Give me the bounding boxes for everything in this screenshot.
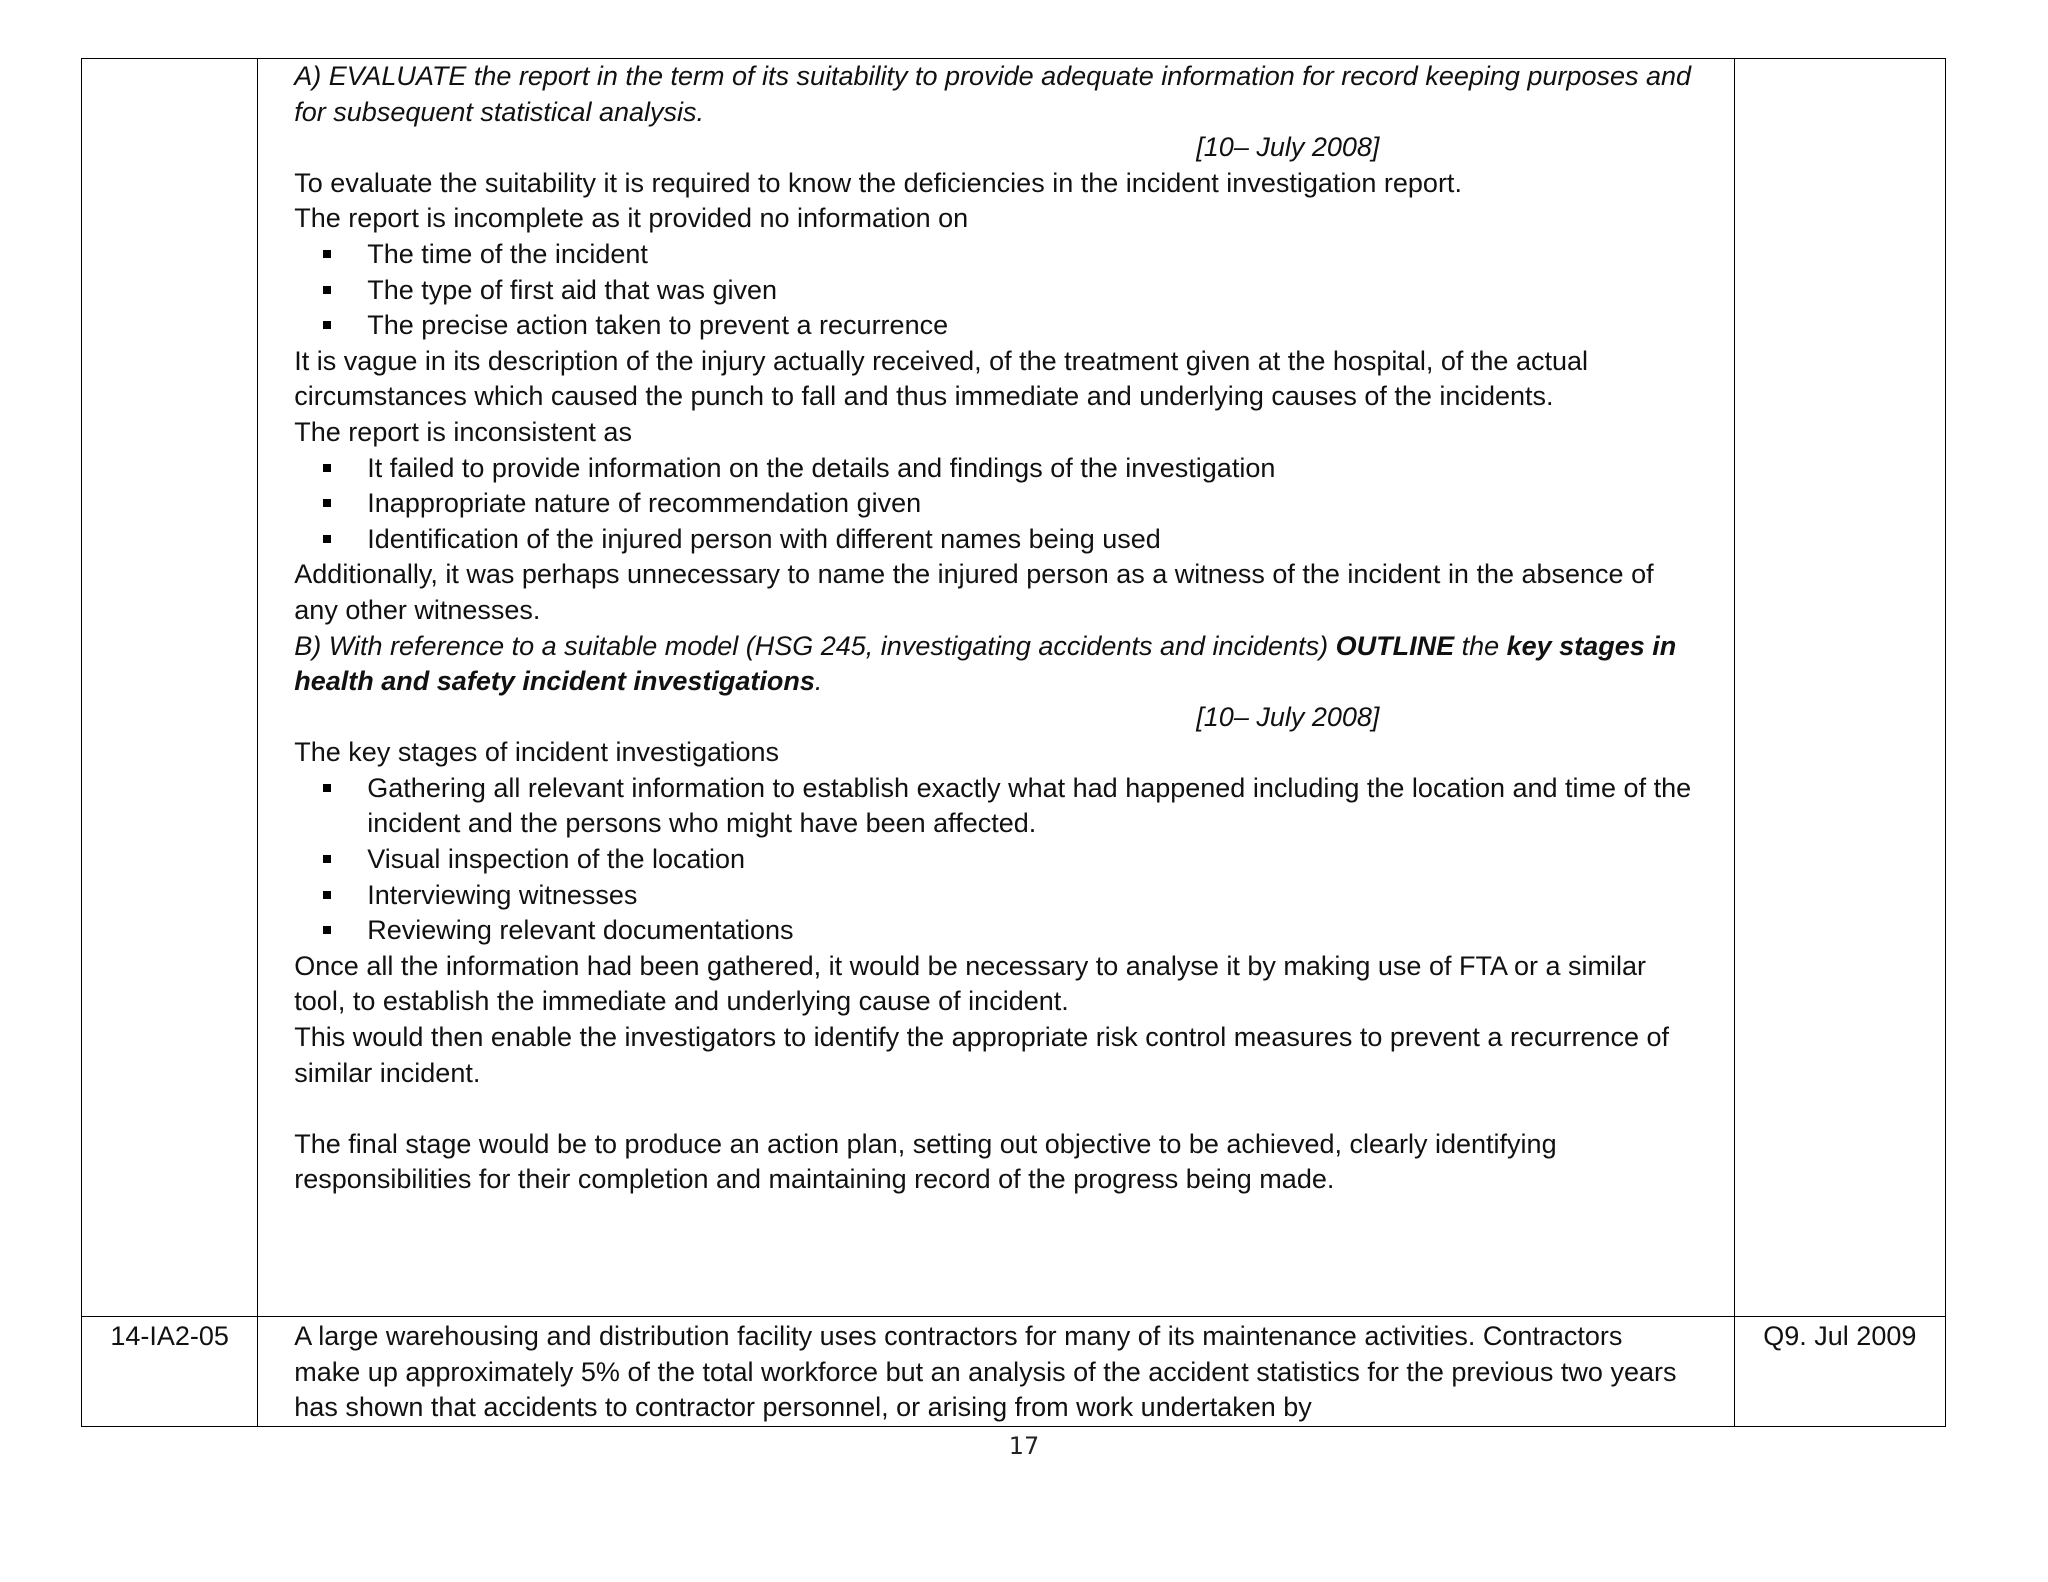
answer-cell: [258, 59, 1734, 1317]
bullet-square-icon: [323, 286, 331, 294]
question-table: [81, 58, 1946, 1427]
stages-list: [294, 771, 1693, 949]
bullet-square-icon: [323, 321, 331, 329]
list-item: The type of first aid that was given: [367, 273, 1693, 309]
list-item: The precise action taken to prevent a recurrence: [367, 308, 1693, 344]
list-item: The time of the incident: [367, 237, 1693, 273]
bullet-square-icon: [323, 250, 331, 258]
list-item: Inappropriate nature of recommendation given: [367, 486, 1693, 522]
bullet-square-icon: [323, 926, 331, 934]
bullet-square-icon: [323, 499, 331, 507]
question-a: A) EVALUATE the report in the term of its suitability to provide adequate information for record keeping purposes and for subsequent statistical analysis.: [294, 61, 1692, 127]
table-row: [82, 59, 1946, 1317]
additionally-paragraph: Additionally, it was perhaps unnecessary to name the injured person as a witness of the incident in the absence of any other witnesses.: [294, 559, 1654, 625]
evaluate-intro: To evaluate the suitability it is required to know the deficiencies in the incident investigation report.: [294, 167, 1462, 198]
question-reference: Q9. Jul 2009: [1763, 1321, 1917, 1351]
bullet-square-icon: [323, 535, 331, 543]
marks-reference-b: [10– July 2008]: [1196, 701, 1380, 732]
reference-cell: [1734, 59, 1945, 1317]
inconsistent-intro: The report is inconsistent as: [294, 416, 632, 447]
table-row: [82, 1317, 1946, 1427]
final-paragraph: The final stage would be to produce an action plan, setting out objective to be achieved, clearly identifying responsibilities for their completion and maintaining record of the progress being made.: [294, 1128, 1557, 1195]
question-id-cell: [82, 59, 258, 1317]
inconsistent-list: [294, 451, 1693, 558]
reference-cell: [1734, 1317, 1945, 1427]
question-id: [82, 59, 257, 61]
question-b: B) With reference to a suitable model (HSG 245, investigating accidents and incidents) OUTLINE the key stages in health and safety incident investigations.: [294, 630, 1677, 697]
page-number: 17: [1008, 1432, 1040, 1460]
analyse-paragraph: Once all the information had been gathered, it would be necessary to analyse it by making use of FTA or a similar tool, to establish the immediate and underlying cause of incident.: [294, 950, 1646, 1017]
bullet-square-icon: [323, 464, 331, 472]
bullet-square-icon: [323, 855, 331, 863]
question-id-cell: [82, 1317, 258, 1427]
list-item: It failed to provide information on the details and findings of the investigation: [367, 451, 1693, 487]
question-text-cell: [258, 1317, 1734, 1427]
question-text: A large warehousing and distribution facility uses contractors for many of its maintenance activities. Contractors make up approximately 5% of the total workforce but an analysis of the accident statistics for the previous two years has shown that accidents to contractor personnel, or arising from work undertaken by: [294, 1321, 1677, 1423]
list-item: Interviewing witnesses: [367, 878, 1693, 914]
question-id: 14-IA2-05: [110, 1321, 229, 1351]
bullet-square-icon: [323, 891, 331, 899]
paragraph-spacer: [294, 1091, 1693, 1127]
marks-reference-a: [10– July 2008]: [1196, 132, 1380, 163]
vague-paragraph: It is vague in its description of the injury actually received, of the treatment given at the hospital, of the actual circumstances which caused the punch to fall and thus immediate and underlying causes of the incidents.: [294, 345, 1589, 412]
bullet-square-icon: [323, 784, 331, 792]
question-reference: [1735, 59, 1945, 61]
list-item: Gathering all relevant information to establish exactly what had happened including the location and time of the incident and the persons who might have been affected.: [367, 771, 1693, 842]
list-item: Reviewing relevant documentations: [367, 913, 1693, 949]
list-item: Identification of the injured person with different names being used: [367, 522, 1693, 558]
list-item: Visual inspection of the location: [367, 842, 1693, 878]
incomplete-list: [294, 237, 1693, 344]
incomplete-intro: The report is incomplete as it provided no information on: [294, 203, 969, 234]
stages-intro: The key stages of incident investigations: [294, 737, 780, 768]
enable-paragraph: This would then enable the investigators to identify the appropriate risk control measures to prevent a recurrence of similar incident.: [294, 1022, 1670, 1088]
